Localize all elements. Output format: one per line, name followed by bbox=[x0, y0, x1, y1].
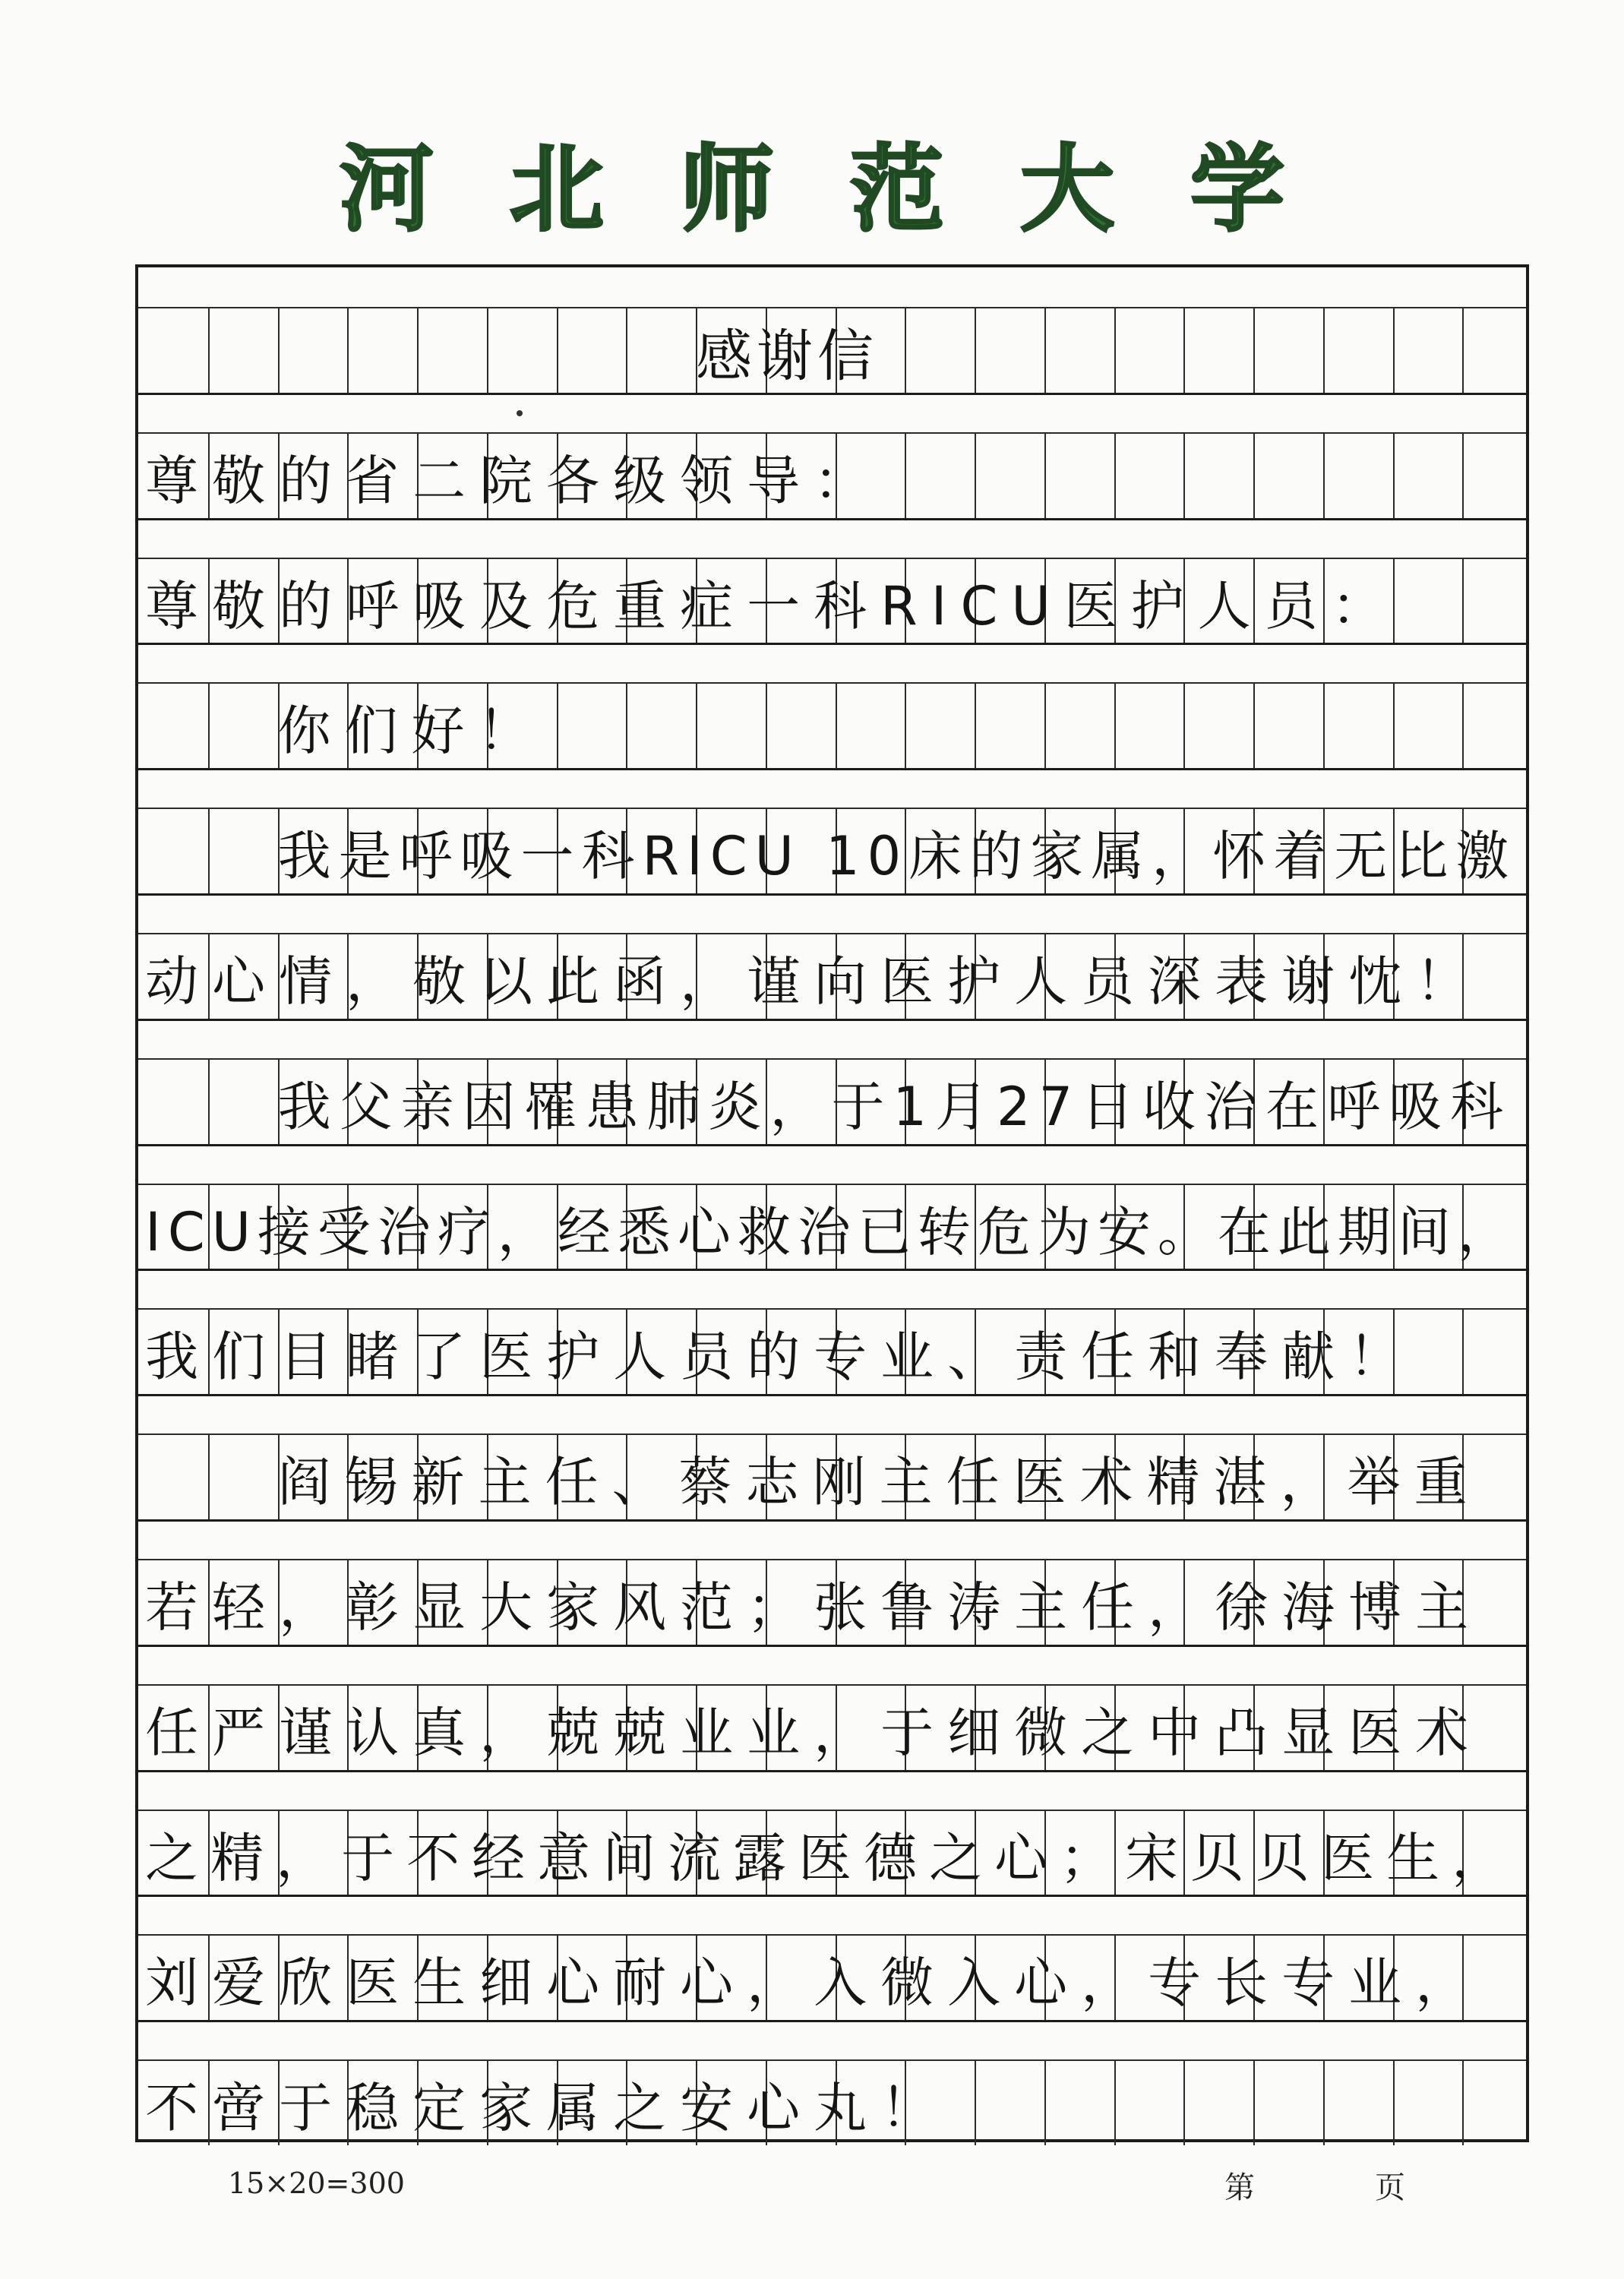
cell-divider bbox=[557, 682, 558, 768]
cell-divider bbox=[208, 307, 210, 393]
cell-divider bbox=[1183, 432, 1185, 518]
cell-divider bbox=[1462, 307, 1464, 393]
cell-row-top bbox=[138, 1058, 1526, 1060]
cell-divider bbox=[278, 307, 280, 393]
cell-divider bbox=[1323, 2059, 1325, 2145]
cell-row-top bbox=[138, 307, 1526, 308]
cell-divider bbox=[766, 682, 767, 768]
letter-line: 你们好！ bbox=[277, 700, 545, 763]
row-divider bbox=[138, 643, 1526, 645]
row-divider bbox=[138, 1144, 1526, 1146]
cell-divider bbox=[1044, 682, 1046, 768]
letter-line: 任严谨认真，兢兢业业，于细微之中凸显医术 bbox=[145, 1701, 1483, 1764]
row-divider bbox=[138, 393, 1526, 395]
letter-line: 我父亲因罹患肺炎，于1月27日收治在呼吸科 bbox=[277, 1075, 1512, 1138]
cell-divider bbox=[1253, 2059, 1255, 2145]
cell-divider bbox=[626, 307, 627, 393]
row-divider bbox=[138, 768, 1526, 770]
cell-row-top bbox=[138, 558, 1526, 559]
letter-line: 尊敬的省二院各级领导： bbox=[145, 449, 881, 512]
cell-divider bbox=[487, 307, 488, 393]
cell-divider bbox=[905, 432, 906, 518]
cell-row-top bbox=[138, 808, 1526, 809]
cell-divider bbox=[1462, 1308, 1464, 1394]
cell-divider bbox=[975, 682, 976, 768]
cell-divider bbox=[1114, 307, 1116, 393]
cell-divider bbox=[557, 307, 558, 393]
cell-divider bbox=[1183, 307, 1185, 393]
cell-divider bbox=[1393, 682, 1395, 768]
letter-line: 我们目睹了医护人员的专业、责任和奉献！ bbox=[145, 1326, 1416, 1389]
page-label-prefix: 第 bbox=[1224, 2170, 1255, 2205]
cell-divider bbox=[1393, 307, 1395, 393]
cell-divider bbox=[208, 808, 210, 893]
cell-divider bbox=[1114, 682, 1116, 768]
cell-row-top bbox=[138, 1810, 1526, 1811]
row-divider bbox=[138, 1394, 1526, 1396]
manuscript-grid bbox=[135, 264, 1529, 2142]
cell-divider bbox=[1044, 2059, 1046, 2145]
row-divider bbox=[138, 1269, 1526, 1271]
cell-divider bbox=[1323, 307, 1325, 393]
row-divider bbox=[138, 1645, 1526, 1647]
ink-dot bbox=[517, 410, 523, 416]
row-divider bbox=[138, 1895, 1526, 1897]
cell-divider bbox=[1393, 2059, 1395, 2145]
cell-row-top bbox=[138, 432, 1526, 434]
cell-divider bbox=[1183, 2059, 1185, 2145]
cell-row-top bbox=[138, 1308, 1526, 1310]
letter-line: 尊敬的呼吸及危重症一科RICU医护人员： bbox=[145, 574, 1398, 637]
cell-divider bbox=[1323, 432, 1325, 518]
cell-divider bbox=[1462, 2059, 1464, 2145]
row-divider bbox=[138, 1519, 1526, 1522]
cell-divider bbox=[1253, 307, 1255, 393]
cell-row-top bbox=[138, 1684, 1526, 1686]
cell-row-top bbox=[138, 1559, 1526, 1560]
grid-size-note: 15×20=300 bbox=[228, 2167, 405, 2200]
cell-divider bbox=[417, 307, 419, 393]
cell-row-top bbox=[138, 1184, 1526, 1185]
cell-divider bbox=[975, 2059, 976, 2145]
cell-divider bbox=[1044, 307, 1046, 393]
page-label-suffix: 页 bbox=[1375, 2170, 1405, 2205]
cell-divider bbox=[1253, 682, 1255, 768]
cell-divider bbox=[1323, 682, 1325, 768]
cell-divider bbox=[1393, 432, 1395, 518]
cell-divider bbox=[975, 307, 976, 393]
row-divider bbox=[138, 518, 1526, 520]
letter-line: 刘爱欣医生细心耐心，入微入心，专长专业， bbox=[145, 1952, 1483, 2015]
cell-divider bbox=[208, 1433, 210, 1519]
cell-row-top bbox=[138, 1433, 1526, 1435]
cell-divider bbox=[208, 682, 210, 768]
cell-divider bbox=[347, 307, 349, 393]
cell-divider bbox=[1114, 2059, 1116, 2145]
cell-divider bbox=[1462, 558, 1464, 643]
university-header: 河北师范大学 bbox=[339, 135, 1360, 245]
row-divider bbox=[138, 2020, 1526, 2022]
letter-line: 阎锡新主任、蔡志刚主任医术精湛，举重 bbox=[277, 1451, 1481, 1514]
letter-line: 动心情，敬以此函，谨向医护人员深表谢忱！ bbox=[145, 950, 1483, 1013]
cell-divider bbox=[905, 682, 906, 768]
row-divider bbox=[138, 893, 1526, 896]
cell-divider bbox=[905, 307, 906, 393]
cell-divider bbox=[626, 682, 627, 768]
cell-divider bbox=[208, 1058, 210, 1144]
letter-line: 不啻于稳定家属之安心丸！ bbox=[145, 2077, 948, 2140]
cell-divider bbox=[975, 432, 976, 518]
cell-divider bbox=[1253, 432, 1255, 518]
cell-divider bbox=[696, 682, 697, 768]
cell-divider bbox=[1044, 432, 1046, 518]
row-divider bbox=[138, 1019, 1526, 1021]
cell-row-top bbox=[138, 682, 1526, 684]
cell-row-top bbox=[138, 1934, 1526, 1936]
letter-line: 之精，于不经意间流露医德之心；宋贝贝医生， bbox=[145, 1826, 1518, 1889]
cell-divider bbox=[836, 682, 837, 768]
letter-line: 若轻，彰显大家风范；张鲁涛主任，徐海博主 bbox=[145, 1576, 1483, 1639]
letter-line: 我是呼吸一科RICU 10床的家属，怀着无比激 bbox=[277, 825, 1517, 888]
cell-divider bbox=[1183, 682, 1185, 768]
cell-row-top bbox=[138, 2059, 1526, 2061]
cell-divider bbox=[1462, 432, 1464, 518]
row-divider bbox=[138, 1770, 1526, 1772]
cell-divider bbox=[1462, 682, 1464, 768]
cell-divider bbox=[1114, 432, 1116, 518]
cell-row-top bbox=[138, 933, 1526, 934]
letter-title: 感谢信 bbox=[696, 324, 878, 389]
letter-line: ICU接受治疗，经悉心救治已转危为安。在此期间， bbox=[145, 1200, 1518, 1263]
